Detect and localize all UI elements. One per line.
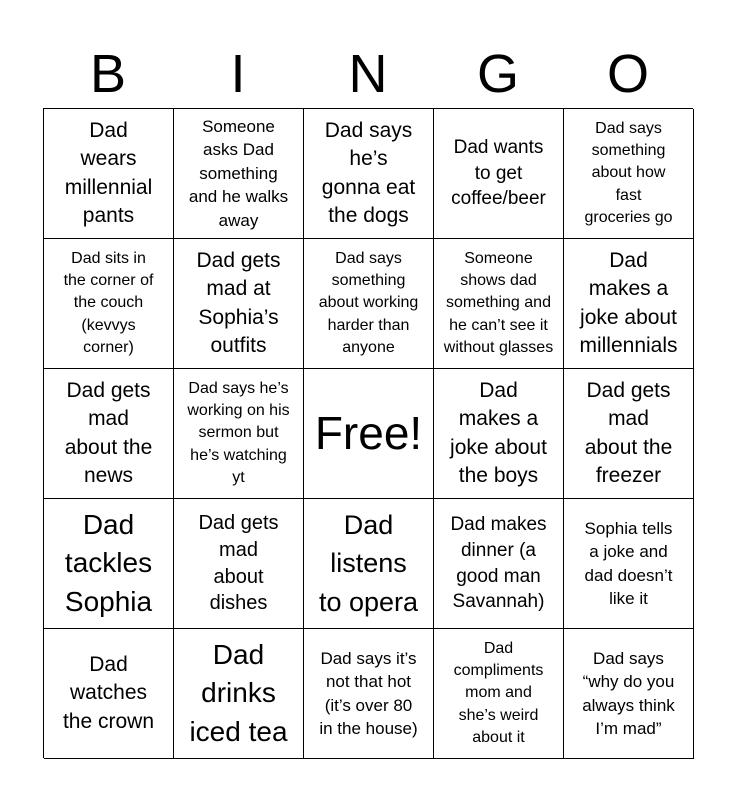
cell-text: Someone asks Dad something and he walks away (188, 116, 289, 230)
header-letter-b: B (89, 44, 127, 104)
bingo-cell[interactable] (304, 499, 434, 629)
cell-text: Dad gets mad at Sophia’s outfits (196, 249, 281, 357)
bingo-cell[interactable] (174, 499, 304, 629)
free-space-text: Free! (314, 407, 423, 460)
cell-text: Dad wears millennial pants (64, 119, 153, 227)
cell-text: Dad drinks iced tea (189, 638, 288, 747)
bingo-cell[interactable] (44, 499, 174, 629)
bingo-cell[interactable] (434, 109, 564, 239)
bingo-cell[interactable] (174, 369, 304, 499)
bingo-cell[interactable] (304, 239, 434, 369)
cell-text: Dad makes a joke about millennials (579, 249, 678, 357)
bingo-cell[interactable] (304, 629, 434, 759)
cell-text: Dad wants to get coffee/beer (451, 137, 546, 210)
bingo-header (43, 40, 693, 108)
cell-text: Dad listens to opera (318, 510, 419, 617)
bingo-cell[interactable] (564, 629, 694, 759)
bingo-cell[interactable] (434, 239, 564, 369)
cell-text: Dad sits in the corner of the couch (kevvys corner) (63, 250, 154, 356)
bingo-cell[interactable] (304, 109, 434, 239)
bingo-cell[interactable] (434, 629, 564, 759)
bingo-cell[interactable] (174, 109, 304, 239)
cell-text: Dad gets mad about the freezer (584, 379, 673, 487)
bingo-cell[interactable] (564, 499, 694, 629)
bingo-cell[interactable] (564, 239, 694, 369)
cell-text: Dad makes dinner (a good man Savannah) (450, 514, 547, 613)
bingo-cell[interactable] (434, 499, 564, 629)
bingo-cell[interactable] (44, 109, 174, 239)
cell-text: Dad says something about working harder than anyone (318, 250, 419, 356)
cell-text: Dad says “why do you always think I’m mad” (582, 648, 675, 738)
bingo-cell[interactable] (44, 239, 174, 369)
cell-text: Dad says it’s not that hot (it’s over 80 in the house) (319, 648, 418, 738)
cell-text: Dad makes a joke about the boys (450, 379, 547, 487)
cell-text: Dad watches the crown (62, 653, 155, 733)
free-space-cell[interactable] (304, 369, 434, 499)
bingo-cell[interactable] (174, 239, 304, 369)
bingo-cell[interactable] (44, 629, 174, 759)
header-letter-i: I (230, 44, 246, 104)
cell-text: Dad says something about how fast groceries go (584, 120, 673, 226)
bingo-board (43, 108, 693, 758)
cell-text: Sophia tells a joke and dad doesn’t like it (584, 518, 673, 608)
bingo-cell[interactable] (44, 369, 174, 499)
cell-text: Someone shows dad something and he can’t see it without glasses (443, 250, 554, 356)
cell-text: Dad says he’s working on his sermon but he’s watching yt (187, 380, 290, 486)
header-letter-n: N (348, 44, 388, 104)
cell-text: Dad tackles Sophia (64, 508, 153, 617)
bingo-cell[interactable] (434, 369, 564, 499)
bingo-cell[interactable] (564, 369, 694, 499)
cell-text: Dad says he’s gonna eat the dogs (321, 119, 416, 227)
bingo-cell[interactable] (174, 629, 304, 759)
cell-text: Dad compliments mom and she’s weird about it (453, 640, 544, 746)
cell-text: Dad gets mad about dishes (198, 511, 279, 615)
bingo-cell[interactable] (564, 109, 694, 239)
header-letter-g: G (476, 44, 519, 104)
cell-text: Dad gets mad about the news (64, 379, 153, 487)
header-letter-o: O (606, 44, 649, 104)
